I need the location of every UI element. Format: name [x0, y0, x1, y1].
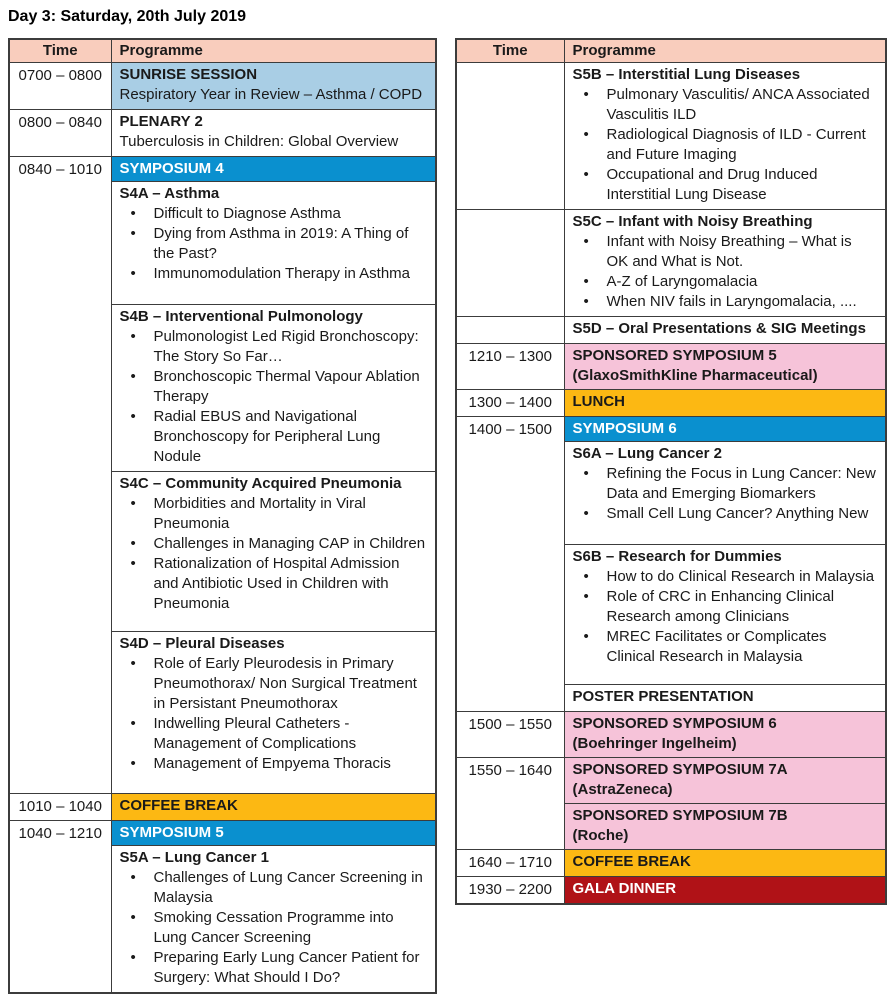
sponsored-title: SPONSORED SYMPOSIUM 6 — [572, 715, 777, 732]
session-topic-list — [120, 494, 428, 614]
sponsored-symposium6-cell — [564, 712, 886, 758]
schedule-table-left — [8, 38, 437, 994]
sponsored-title: SPONSORED SYMPOSIUM 7A — [572, 761, 788, 778]
table-row-s5d — [456, 317, 886, 344]
session-topic-list — [573, 567, 878, 667]
time-column-header: Time — [9, 39, 111, 63]
session-title: PLENARY 2 — [119, 113, 203, 130]
time-cell-empty — [456, 210, 564, 317]
session-title: S4B – Interventional Pulmonology — [119, 308, 363, 325]
session-topic-list — [573, 232, 878, 312]
session-topic-list — [120, 868, 428, 988]
topic-item: • MREC Facilitates or Complicates Clinical Research in Malaysia — [573, 627, 878, 667]
session-cell-s4c — [111, 472, 436, 632]
topic-item: • Rationalization of Hospital Admission and Antibiotic Used in Children with Pneumonia — [120, 554, 428, 614]
time-cell-empty — [456, 317, 564, 344]
session-cell-s5b — [564, 63, 886, 210]
session-cell-s5d: S5D – Oral Presentations & SIG Meetings — [564, 317, 886, 344]
time-column-header: Time — [456, 39, 564, 63]
table-row-symposium5 — [9, 821, 436, 846]
topic-item: • When NIV fails in Laryngomalacia, .... — [573, 292, 878, 312]
topic-item: • Radiological Diagnosis of ILD - Current and Future Imaging — [573, 125, 878, 165]
table-row-s5b — [456, 63, 886, 210]
sponsored-symposium7a-cell — [564, 758, 886, 804]
topic-item: • Dying from Asthma in 2019: A Thing of the Past? — [120, 224, 428, 264]
topic-item: • Bronchoscopic Thermal Vapour Ablation Therapy — [120, 367, 428, 407]
symposium5-banner: SYMPOSIUM 5 — [111, 821, 436, 846]
session-title: S6A – Lung Cancer 2 — [572, 445, 722, 462]
table-row-coffee-break-2 — [456, 850, 886, 877]
programme-column-header: Programme — [564, 39, 886, 63]
topic-item: • Challenges of Lung Cancer Screening in Malaysia — [120, 868, 428, 908]
topic-item: • Small Cell Lung Cancer? Anything New — [573, 504, 878, 524]
poster-presentation-cell: POSTER PRESENTATION — [564, 685, 886, 712]
session-subtitle: Respiratory Year in Review – Asthma / COPD — [119, 86, 423, 103]
table-row-sunrise — [9, 63, 436, 110]
topic-item: • Indwelling Pleural Catheters - Management of Complications — [120, 714, 428, 754]
table-row-plenary2 — [9, 110, 436, 157]
sponsored-symposium5-cell — [564, 344, 886, 390]
session-topic-list — [573, 464, 878, 524]
topic-item: • Immunomodulation Therapy in Asthma — [120, 264, 428, 284]
time-cell: 1640 – 1710 — [456, 850, 564, 877]
topic-item: • Occupational and Drug Induced Interstitial Lung Disease — [573, 165, 878, 205]
topic-item: • Pulmonologist Led Rigid Bronchoscopy: The Story So Far… — [120, 327, 428, 367]
time-cell: 1040 – 1210 — [9, 821, 111, 994]
coffee-break-cell: COFFEE BREAK — [564, 850, 886, 877]
session-cell-s6a — [564, 442, 886, 545]
time-cell: 1400 – 1500 — [456, 417, 564, 712]
topic-item: • Management of Empyema Thoracis — [120, 754, 428, 774]
session-topic-list — [120, 654, 428, 774]
sponsor-name: (Boehringer Ingelheim) — [572, 735, 737, 752]
topic-item: • Radial EBUS and Navigational Bronchoscopy for Peripheral Lung Nodule — [120, 407, 428, 467]
topic-item: • Smoking Cessation Programme into Lung Cancer Screening — [120, 908, 428, 948]
sponsored-title: SPONSORED SYMPOSIUM 5 — [572, 347, 777, 364]
topic-item: • How to do Clinical Research in Malaysia — [573, 567, 878, 587]
session-cell-s6b — [564, 545, 886, 685]
sunrise-session-cell — [111, 63, 436, 110]
table-row-sponsored6 — [456, 712, 886, 758]
topic-item: • Difficult to Diagnose Asthma — [120, 204, 428, 224]
sponsored-symposium7b-cell — [564, 804, 886, 850]
table-row-sponsored5 — [456, 344, 886, 390]
session-cell-s5a — [111, 846, 436, 994]
time-cell: 0840 – 1010 — [9, 157, 111, 794]
session-topic-list — [120, 327, 428, 467]
session-cell-s4b — [111, 305, 436, 472]
topic-item: • Pulmonary Vasculitis/ ANCA Associated Vasculitis ILD — [573, 85, 878, 125]
sponsored-title: SPONSORED SYMPOSIUM 7B — [572, 807, 788, 824]
session-cell-s4d — [111, 632, 436, 794]
session-title: SUNRISE SESSION — [119, 66, 258, 83]
header-row — [9, 39, 436, 63]
session-title: S6B – Research for Dummies — [572, 548, 782, 565]
session-title: S4C – Community Acquired Pneumonia — [119, 475, 402, 492]
table-row-gala-dinner — [456, 877, 886, 905]
table-row-symposium6 — [456, 417, 886, 442]
topic-item: • Preparing Early Lung Cancer Patient for Surgery: What Should I Do? — [120, 948, 428, 988]
session-title: S5A – Lung Cancer 1 — [119, 849, 269, 866]
session-title: S5C – Infant with Noisy Breathing — [572, 213, 813, 230]
time-cell: 1550 – 1640 — [456, 758, 564, 850]
programme-column-header: Programme — [111, 39, 436, 63]
coffee-break-cell: COFFEE BREAK — [111, 794, 436, 821]
topic-item: • Role of CRC in Enhancing Clinical Research among Clinicians — [573, 587, 878, 627]
time-cell: 0800 – 0840 — [9, 110, 111, 157]
session-title: S4A – Asthma — [119, 185, 220, 202]
time-cell: 1300 – 1400 — [456, 390, 564, 417]
gala-dinner-cell: GALA DINNER — [564, 877, 886, 905]
topic-item: • Role of Early Pleurodesis in Primary Pneumothorax/ Non Surgical Treatment in Persistant Pneumothorax — [120, 654, 428, 714]
session-cell-s5c — [564, 210, 886, 317]
symposium6-banner: SYMPOSIUM 6 — [564, 417, 886, 442]
schedule-table-right — [455, 38, 887, 905]
session-subtitle: Tuberculosis in Children: Global Overview — [119, 133, 399, 150]
plenary2-cell — [111, 110, 436, 157]
table-row-lunch — [456, 390, 886, 417]
header-row — [456, 39, 886, 63]
sponsor-name: (AstraZeneca) — [572, 781, 673, 798]
session-topic-list — [573, 85, 878, 205]
time-cell: 0700 – 0800 — [9, 63, 111, 110]
time-cell: 1930 – 2200 — [456, 877, 564, 905]
session-title: S5B – Interstitial Lung Diseases — [572, 66, 801, 83]
sponsor-name: (GlaxoSmithKline Pharmaceutical) — [572, 367, 818, 384]
topic-item: • Challenges in Managing CAP in Children — [120, 534, 428, 554]
topic-item: • Infant with Noisy Breathing – What is OK and What is Not. — [573, 232, 878, 272]
time-cell-empty — [456, 63, 564, 210]
sponsor-name: (Roche) — [572, 827, 629, 844]
lunch-cell: LUNCH — [564, 390, 886, 417]
table-row-coffee-break-1 — [9, 794, 436, 821]
topic-item: • Morbidities and Mortality in Viral Pneumonia — [120, 494, 428, 534]
session-title: S4D – Pleural Diseases — [119, 635, 285, 652]
table-row-s5c — [456, 210, 886, 317]
session-cell-s4a — [111, 182, 436, 305]
time-cell: 1500 – 1550 — [456, 712, 564, 758]
time-cell: 1010 – 1040 — [9, 794, 111, 821]
symposium4-banner: SYMPOSIUM 4 — [111, 157, 436, 182]
topic-item: • A-Z of Laryngomalacia — [573, 272, 878, 292]
topic-item: • Refining the Focus in Lung Cancer: New Data and Emerging Biomarkers — [573, 464, 878, 504]
table-row-sponsored7a — [456, 758, 886, 804]
time-cell: 1210 – 1300 — [456, 344, 564, 390]
page-title: Day 3: Saturday, 20th July 2019 — [8, 8, 247, 25]
session-topic-list — [120, 204, 428, 284]
table-row-symposium4 — [9, 157, 436, 182]
